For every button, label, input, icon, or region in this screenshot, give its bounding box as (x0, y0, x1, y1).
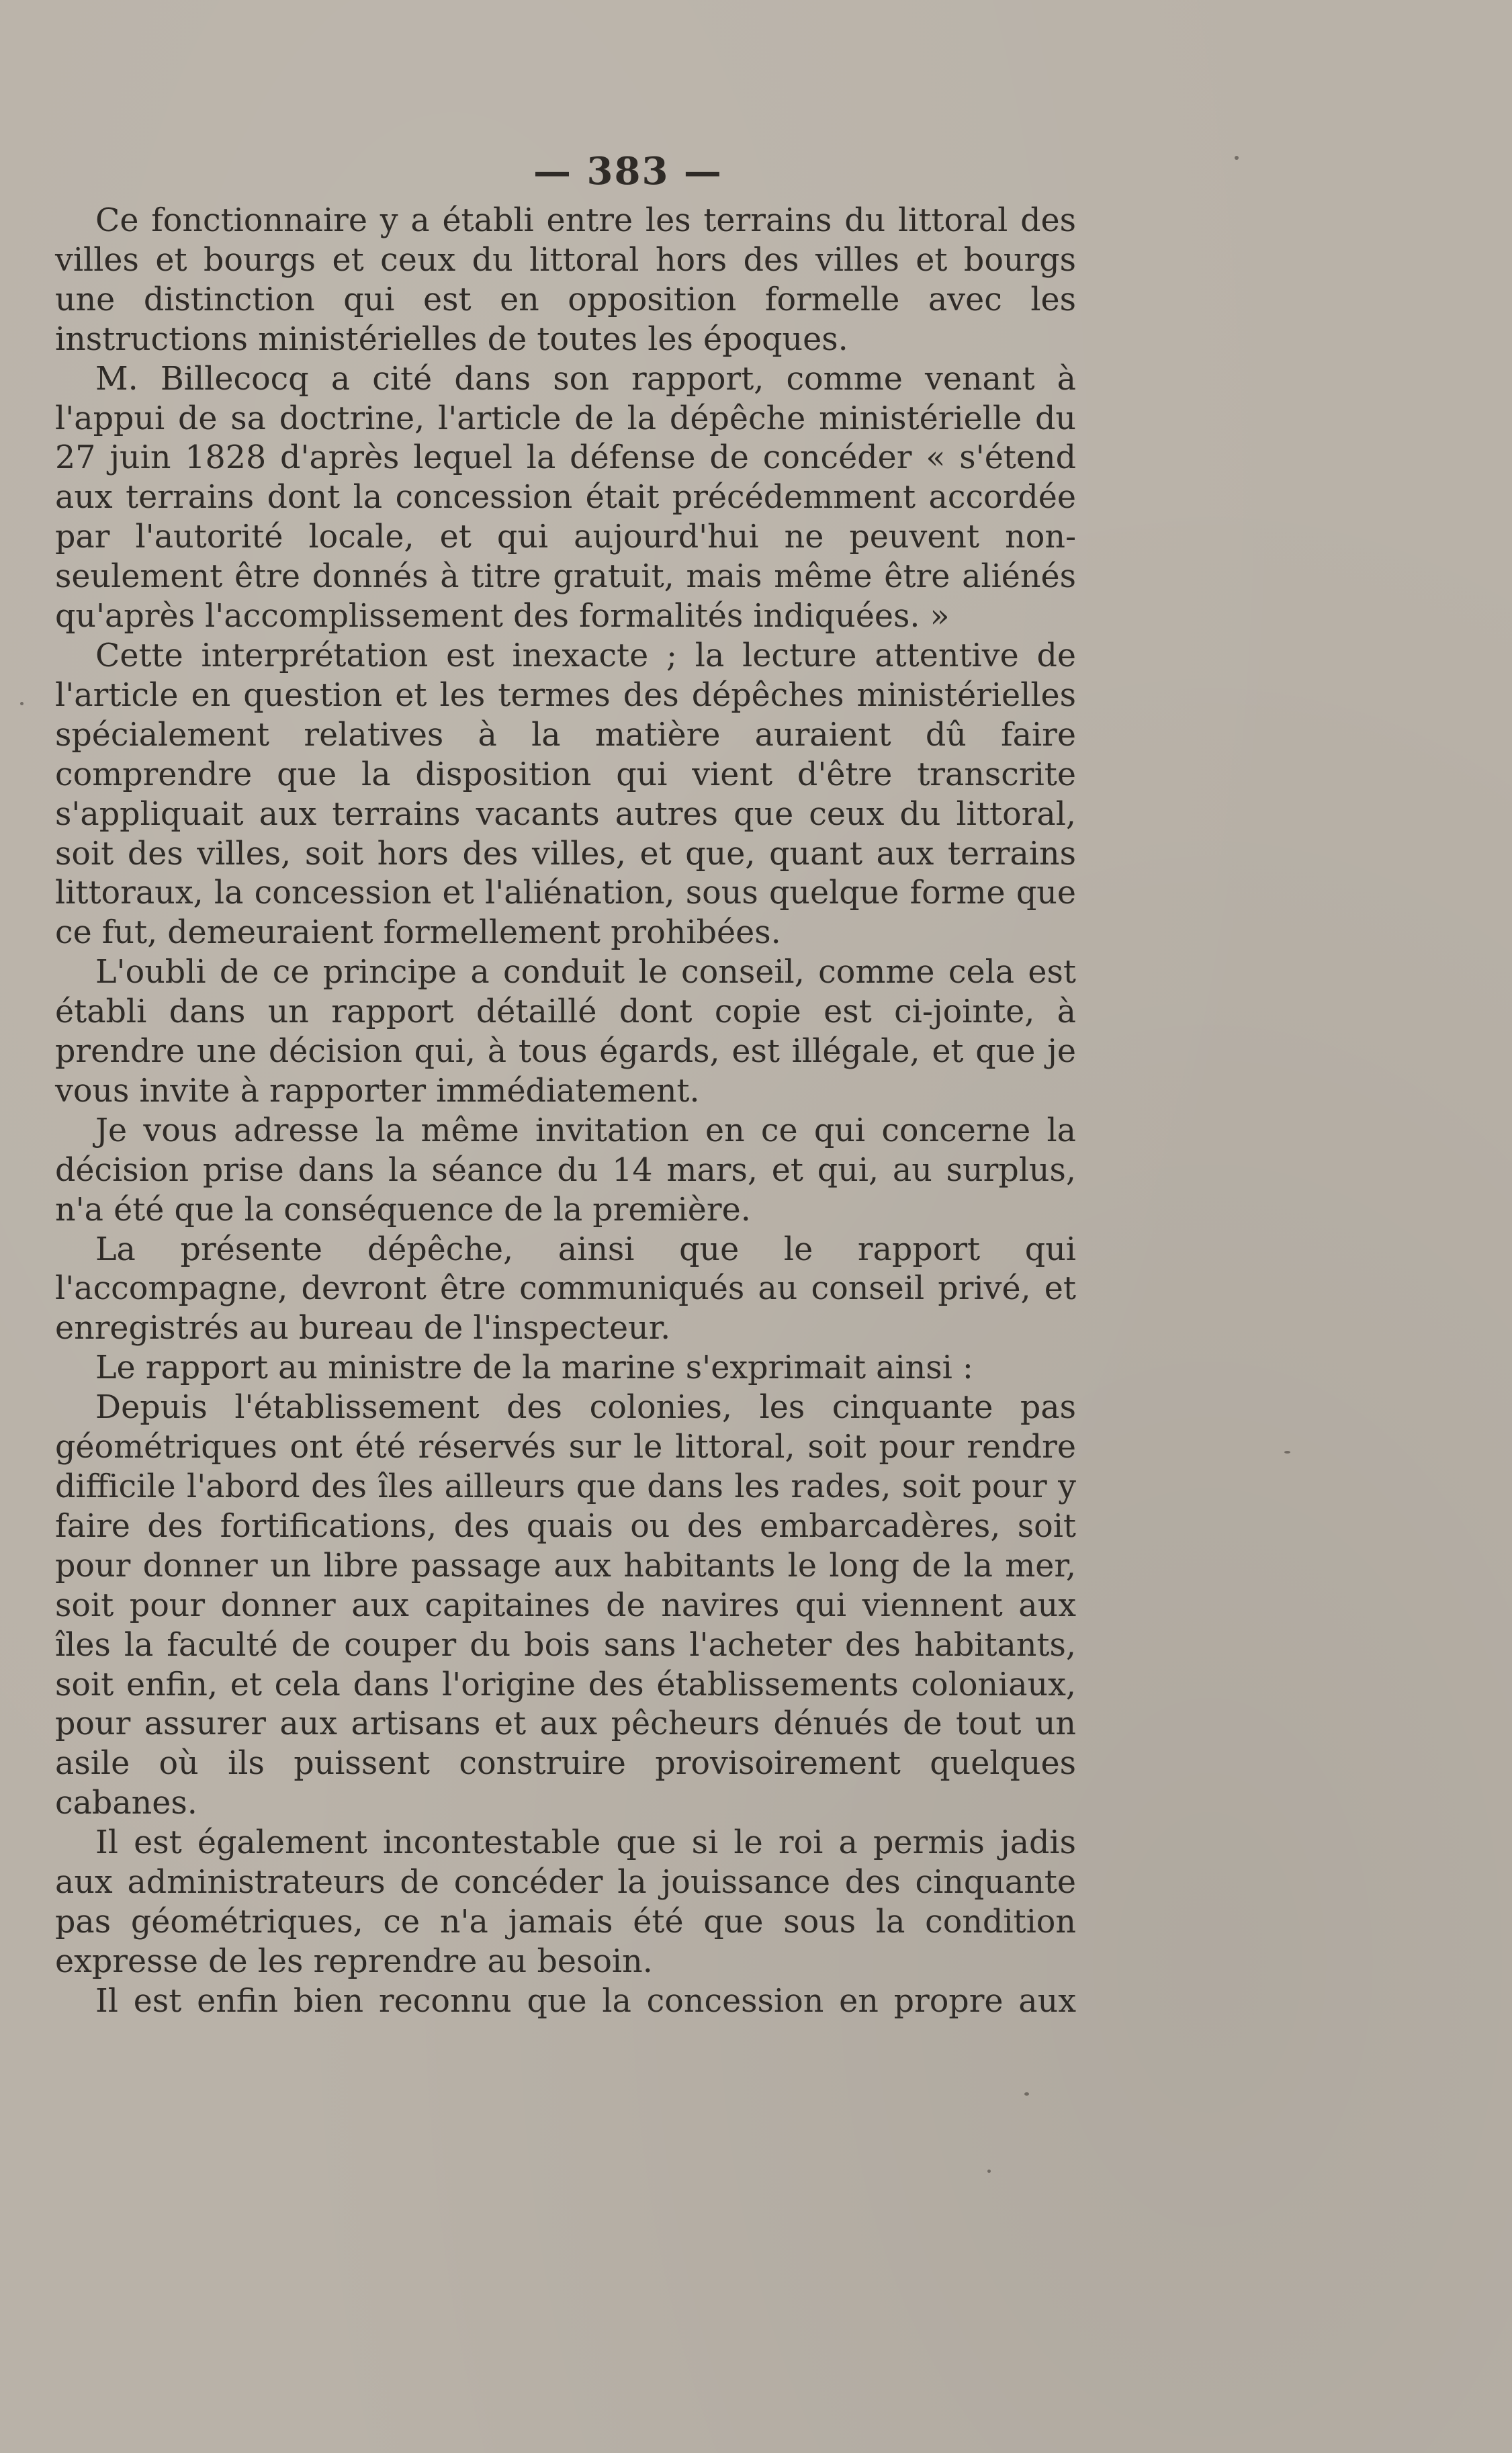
paragraph: Ce fonctionnaire y a établi entre les terrains du littoral des villes et bourgs et ceux du littoral hors des villes et bourgs une distinction qui est en opposition formelle avec les instructions ministérielles de toutes les époques. (55, 202, 1076, 358)
paper-speck (1284, 1451, 1290, 1454)
paragraph: Il est enfin bien reconnu que la concession en propre aux (95, 1982, 1076, 2020)
paper-speck (1024, 2092, 1029, 2096)
paragraph: Le rapport au ministre de la marine s'exprimait ainsi : (95, 1349, 973, 1387)
paragraph: L'oubli de ce principe a conduit le conseil, comme cela est établi dans un rapport détaillé dont copie est ci-jointe, à prendre une décision qui, à tous égards, est illégale, et que je vous invite à rapporter immédiatement. (55, 954, 1076, 1110)
paragraph: Il est également incontestable que si le roi a permis jadis aux administrateurs de concéder la jouissance des cinquante pas géométriques, ce n'a jamais été que sous la condition expresse de les reprendre au besoin. (55, 1824, 1076, 1980)
paragraph: Depuis l'établissement des colonies, les cinquante pas géométriques ont été réservés sur le littoral, soit pour rendre difficile l'abord des îles ailleurs que dans les rades, soit pour y faire des fortifications, des quais ou des embarcadères, soit pour donner un libre passage aux habitants le long de la mer, soit pour donner aux capitaines de navires qui viennent aux îles la faculté de couper du bois sans l'acheter des habitants, soit enfin, et cela dans l'origine des établissements coloniaux, pour assurer aux artisans et aux pêcheurs dénués de tout un asile où ils puissent construire provisoirement quelques cabanes. (55, 1389, 1076, 1822)
page-number: — 383 — (533, 149, 723, 193)
paragraph: M. Billecocq a cité dans son rapport, comme venant à l'appui de sa doctrine, l'article de la dépêche ministérielle du 27 juin 1828 d'après lequel la défense de concéder « s'étend aux terrains dont la concession était précédemment accordée par l'autorité locale, et qui aujourd'hui ne peuvent non-seulement être donnés à titre gratuit, mais même être aliénés qu'après l'accomplissement des formalités indiquées. » (55, 360, 1076, 635)
paragraph: Je vous adresse la même invitation en ce qui concerne la décision prise dans la séance du 14 mars, et qui, au surplus, n'a été que la conséquence de la première. (55, 1112, 1076, 1229)
paper-speck (987, 2170, 991, 2173)
paragraph: La présente dépêche, ainsi que le rapport qui l'accompagne, devront être communiqués au conseil privé, et enregistrés au bureau de l'inspecteur. (55, 1231, 1076, 1347)
paragraph: Cette interprétation est inexacte ; la lecture attentive de l'article en question et les termes des dépêches ministérielles spécialement relatives à la matière auraient dû faire comprendre que la disposition qui vient d'être transcrite s'appliquait aux terrains vacants autres que ceux du littoral, soit des villes, soit hors des villes, et que, quant aux terrains littoraux, la concession et l'aliénation, sous quelque forme que ce fut, demeuraient formellement prohibées. (55, 637, 1076, 952)
paper-speck (20, 702, 24, 705)
paper-speck (1235, 156, 1239, 160)
body-text (55, 202, 1076, 2022)
